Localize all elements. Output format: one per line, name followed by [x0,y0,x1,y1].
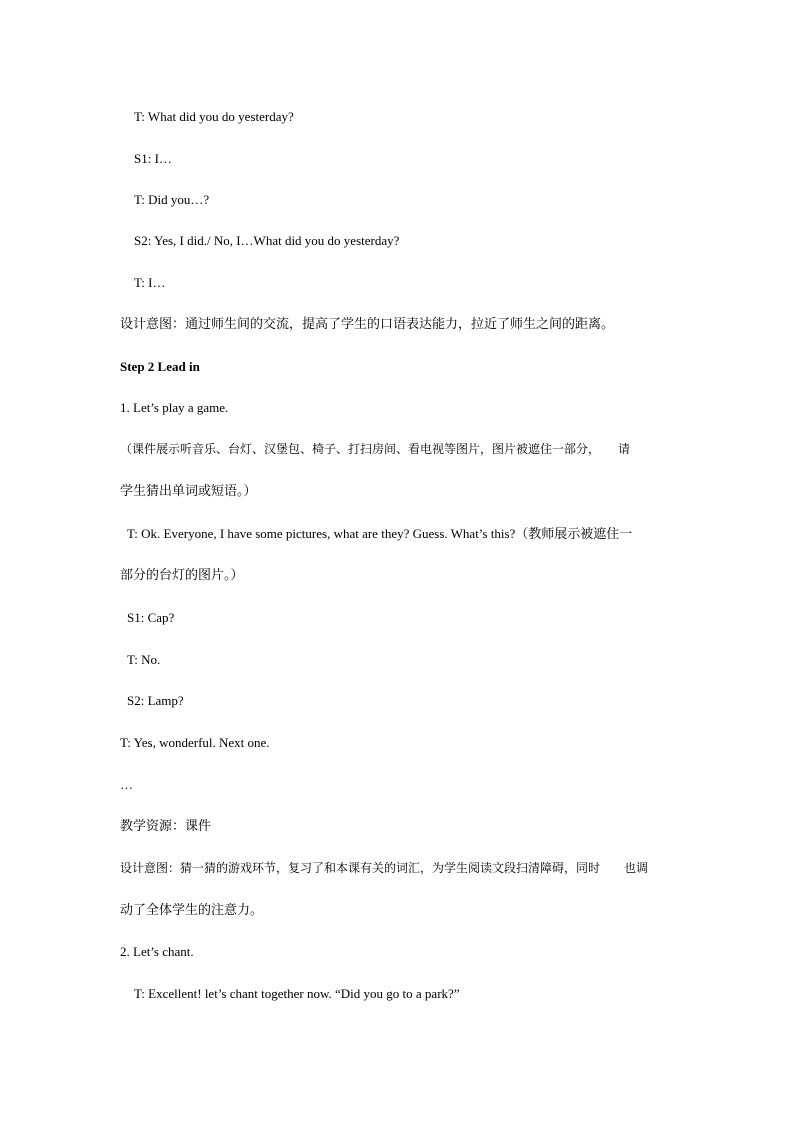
dialogue-line: S1: I… [134,151,172,166]
dialogue-line: T: Yes, wonderful. Next one. [120,735,270,750]
dialogue-line: S2: Yes, I did./ No, I…What did you do yesterday? [134,233,400,248]
courseware-note-continued: 学生猜出单词或短语。） [120,484,257,499]
dialogue-line: T: I… [134,275,166,290]
dialogue-line: T: No. [127,652,161,667]
dialogue-line: S2: Lamp? [127,693,184,708]
design-intent-continued: 动了全体学生的注意力。 [120,903,264,918]
design-intent-paragraph: 设计意图：猜一猜的游戏环节，复习了和本课有关的词汇，为学生阅读文段扫清障碍，同时 也调 [120,861,649,875]
dialogue-line: T: Excellent! let’s chant together now. “Did you go to a park?” [134,986,460,1001]
teaching-resource: 教学资源：课件 [120,819,212,834]
dialogue-line: T: Ok. Everyone, I have some pictures, what are they? Guess. What’s this?（教师展示被遮住一 [127,526,633,541]
courseware-note: （课件展示听音乐、台灯、汉堡包、椅子、打扫房间、看电视等图片，图片被遮住一部分， 请 [120,442,631,456]
design-intent-paragraph: 设计意图：通过师生间的交流，提高了学生的口语表达能力，拉近了师生之间的距离。 [120,317,615,332]
dialogue-line: T: What did you do yesterday? [134,109,294,124]
ellipsis-line: … [120,777,133,792]
step-heading: Step 2 Lead in [120,359,200,374]
activity-title: 2. Let’s chant. [120,944,194,959]
dialogue-line: T: Did you…? [134,192,210,207]
activity-title: 1. Let’s play a game. [120,400,229,415]
dialogue-line: S1: Cap? [127,610,175,625]
dialogue-line-continued: 部分的台灯的图片。） [120,568,244,583]
